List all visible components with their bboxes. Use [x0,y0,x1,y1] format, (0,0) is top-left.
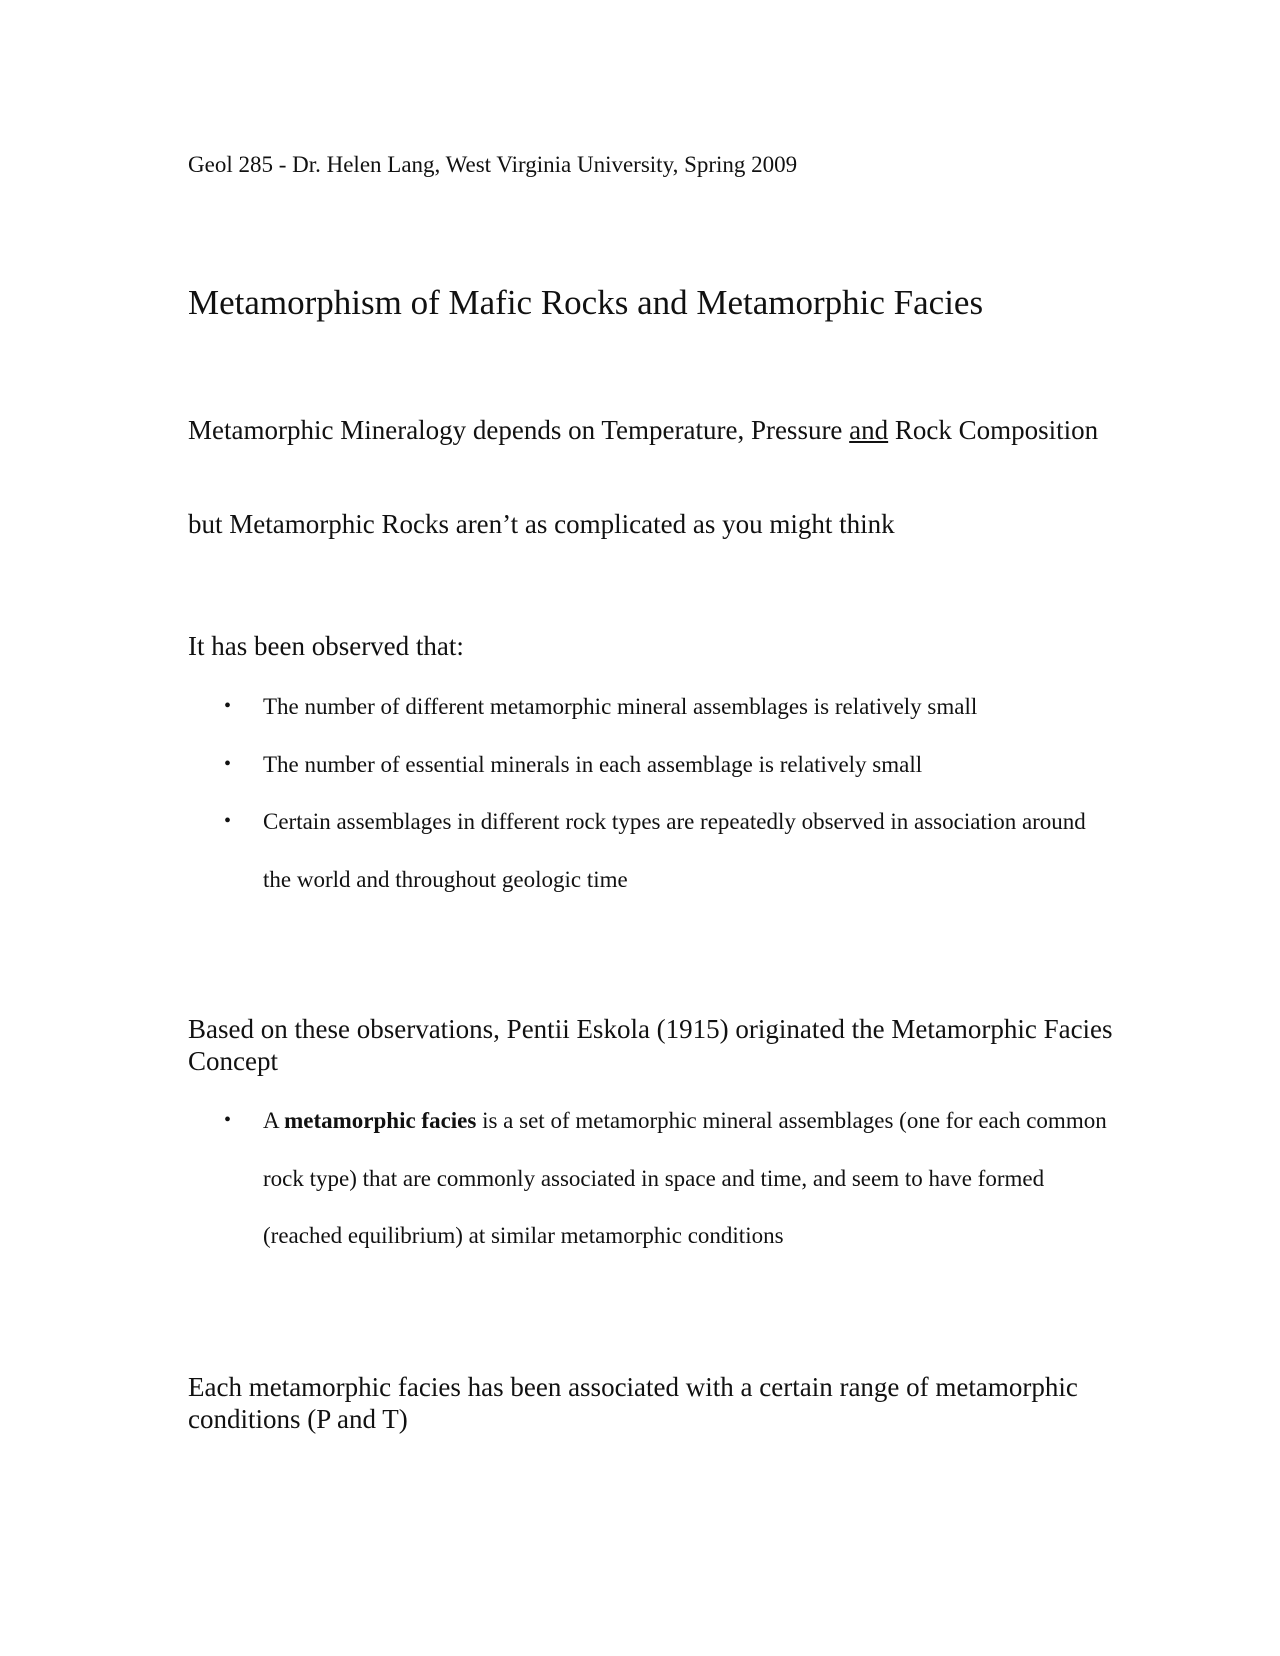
definition-term: metamorphic facies [284,1108,477,1133]
definition-list [188,1092,1118,1265]
bullet-icon: • [224,1109,232,1131]
mineralogy-paragraph [188,414,1118,446]
facies-conditions-paragraph: Each metamorphic facies has been associated with a certain range of metamorphic conditions (P and T) [188,1372,1078,1434]
mineralogy-text-end: Rock Composition [888,415,1099,445]
eskola-paragraph: Based on these observations, Pentii Eskola (1915) originated the Metamorphic Facies Concept [188,1014,1113,1076]
bullet-icon: • [224,810,232,832]
observed-intro: It has been observed that: [188,631,464,661]
complexity-paragraph: but Metamorphic Rocks aren’t as complicated as you might think [188,509,895,539]
observations-list [188,678,1118,908]
page-title: Metamorphism of Mafic Rocks and Metamorphic Facies [188,283,984,322]
bullet-icon: • [224,695,232,717]
list-item-text: The number of different metamorphic mineral assemblages is relatively small [263,694,978,719]
list-item [188,736,1118,794]
mineralogy-text-start: Metamorphic Mineralogy depends on Temperature, Pressure [188,415,850,445]
list-item-text: The number of essential minerals in each assemblage is relatively small [263,751,923,777]
list-item-text: Certain assemblages in different rock types are repeatedly observed in association around the world and throughout geologic time [263,809,1086,892]
list-item [188,793,1118,908]
list-item [188,1092,1118,1265]
list-item [188,678,1118,736]
definition-text: is a set of metamorphic mineral assemblages (one for each common rock type) that are commonly associated in space and time, and seem to have formed (reached equilibrium) at similar metamorphic conditions [263,1108,1107,1248]
bullet-icon: • [224,752,232,775]
definition-lead: A [263,1108,285,1133]
course-header: Geol 285 - Dr. Helen Lang, West Virginia University, Spring 2009 [188,152,798,177]
underlined-and: and [849,415,889,445]
